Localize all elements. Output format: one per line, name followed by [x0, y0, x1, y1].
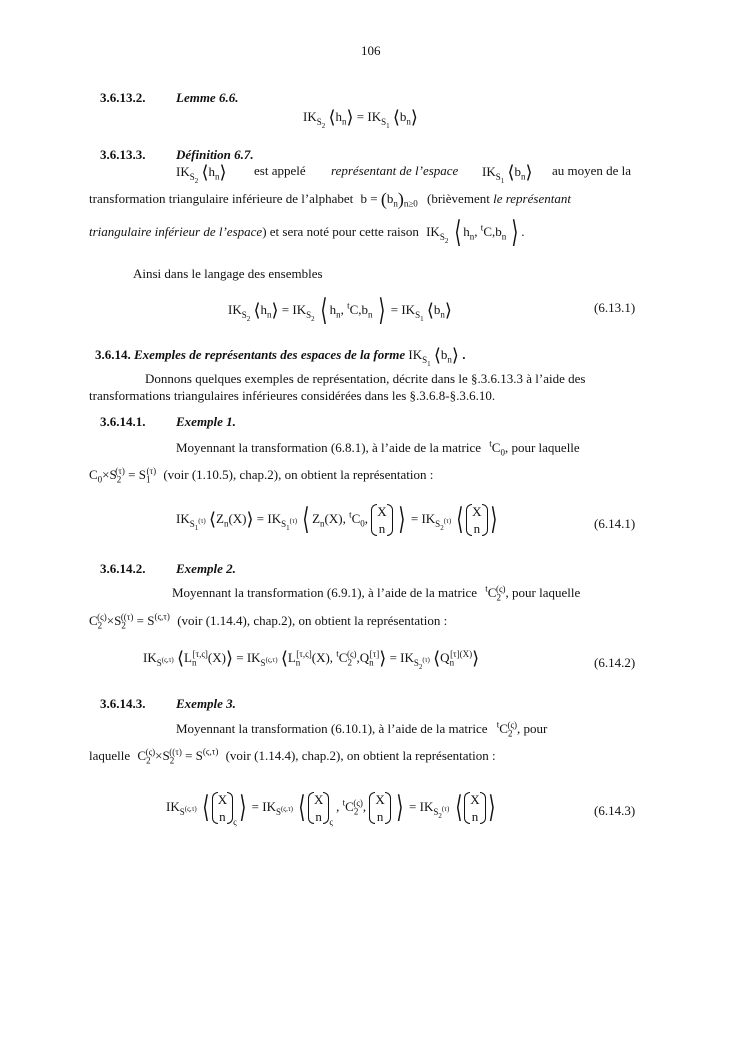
section-title: Exemple 3. [176, 696, 236, 711]
definition-line-3: triangulaire inférieur de l’espace) et sera noté pour cette raison $IK_{S_2}$ ⟨ $h_n$, $^tC,b_n$ ⟩ . [89, 216, 525, 249]
binomial: X n [464, 791, 485, 825]
equation-number: (6.14.1) [594, 516, 636, 531]
paragraph-line: Donnons quelques exemples de représentation, décrite dans le §.3.6.13.3 à l’aide des [145, 371, 586, 386]
ainsi-text: Ainsi dans le langage des ensembles [133, 266, 323, 281]
example-1-line-2: $C_0\times S_2^{(\tau)} = S_1^{(\tau)}$ (voir (1.10.5), chap.2), on obtient la représentation : [89, 465, 434, 485]
binomial: X n [371, 503, 392, 537]
equation-number: (6.13.1) [594, 300, 636, 315]
example-2-line-2: $C_2^{(\varsigma)}\times S_2^{((\tau)} = S^{(\varsigma,\tau)}$ (voir (1.14.4), chap.2), on obtient la représentation : [89, 611, 448, 631]
paragraph-line: transformations triangulaires inférieures considérées dans les §.3.6.8-§.3.6.10. [89, 388, 496, 403]
section-heading: 3.6.14. Exemples de représentants des espaces de la forme $IK_{S_1}$ $⟨b_n⟩$ . [95, 345, 466, 368]
section-title: Définition 6.7. [176, 147, 254, 162]
binomial: X n [466, 503, 487, 537]
section-number: 3.6.14.1. [100, 414, 146, 429]
lemma-equation: $IK_{S_2}$ $⟨h_n⟩ = IK_{S_1}$ $⟨b_n⟩$ [303, 107, 418, 130]
section-number: 3.6.14.3. [100, 696, 146, 711]
binomial: X n [212, 791, 233, 825]
equation-6-14-1: $IK_{S_1^{(\tau)}}$ $⟨Z_n(X)⟩ = IK_{S_1^{(\tau)}}$ ⟨ $Z_n(X)$, $^tC_0$, X n ⟩ = $IK_{S_2^{(\tau)}}$ ⟨ X n ⟩ [176, 502, 497, 536]
section-number: 3.6.13.3. [100, 147, 146, 162]
binomial: X n [308, 791, 329, 825]
equation-6-14-3: $IK_{S^{(\varsigma,\tau)}}$ ⟨ X n $_\varsigma$⟩ = $IK_{S^{(\varsigma,\tau)}}$ ⟨ X n $_\varsigma$ , $^tC_2^{(\varsigma)}$, X n ⟩ = $IK_{S_2^{(\tau)}}$ ⟨ X n ⟩ [166, 790, 496, 827]
equation-6-13-1: $IK_{S_2}$ $⟨h_n⟩ = IK_{S_2}$ ⟨ $h_n$, $^tC,b_n$ ⟩ = $IK_{S_1}$ $⟨b_n⟩$ [228, 294, 452, 327]
section-title: Exemple 1. [176, 414, 236, 429]
page-number: 106 [361, 43, 381, 58]
example-2-line-1: Moyennant la transformation (6.9.1), à l’aide de la matrice $^tC_2^{(\varsigma)}$, pour laquelle [172, 583, 581, 603]
definition-line-2: transformation triangulaire inférieure de l’alphabet $b = (b_n)_{n\ge 0}$ (brièvement le représentant [89, 189, 571, 209]
section-title: Lemme 6.6. [176, 90, 239, 105]
equation-number: (6.14.3) [594, 803, 636, 818]
example-3-line-2: laquelle $C_2^{(\varsigma)}\times S_2^{((\tau)} = S^{(\varsigma,\tau)}$ (voir (1.14.4), chap.2), on obtient la représentation : [89, 746, 496, 766]
example-3-line-1: Moyennant la transformation (6.10.1), à l’aide de la matrice $^tC_2^{(\varsigma)}$, pour [176, 719, 548, 739]
section-title: Exemple 2. [176, 561, 236, 576]
example-1-line-1: Moyennant la transformation (6.8.1), à l’aide de la matrice $^tC_0$, pour laquelle [176, 438, 580, 458]
section-number: 3.6.13.2. [100, 90, 146, 105]
equation-number: (6.14.2) [594, 655, 636, 670]
equation-6-14-2: $IK_{S^{(\varsigma,\tau)}}$ $⟨L_n[\tau,\varsigma](X)⟩ = IK_{S^{(\varsigma,\tau)}}$ $⟨L_n[\tau,\varsigma](X)$, $^tC_2^{(\varsigma)},Q_n[\tau]⟩ = IK_{S_2^{(\tau)}}$ $⟨Q_n^{[\tau](X)}⟩$ [143, 648, 480, 671]
binomial: X n [369, 791, 390, 825]
section-number: 3.6.14.2. [100, 561, 146, 576]
